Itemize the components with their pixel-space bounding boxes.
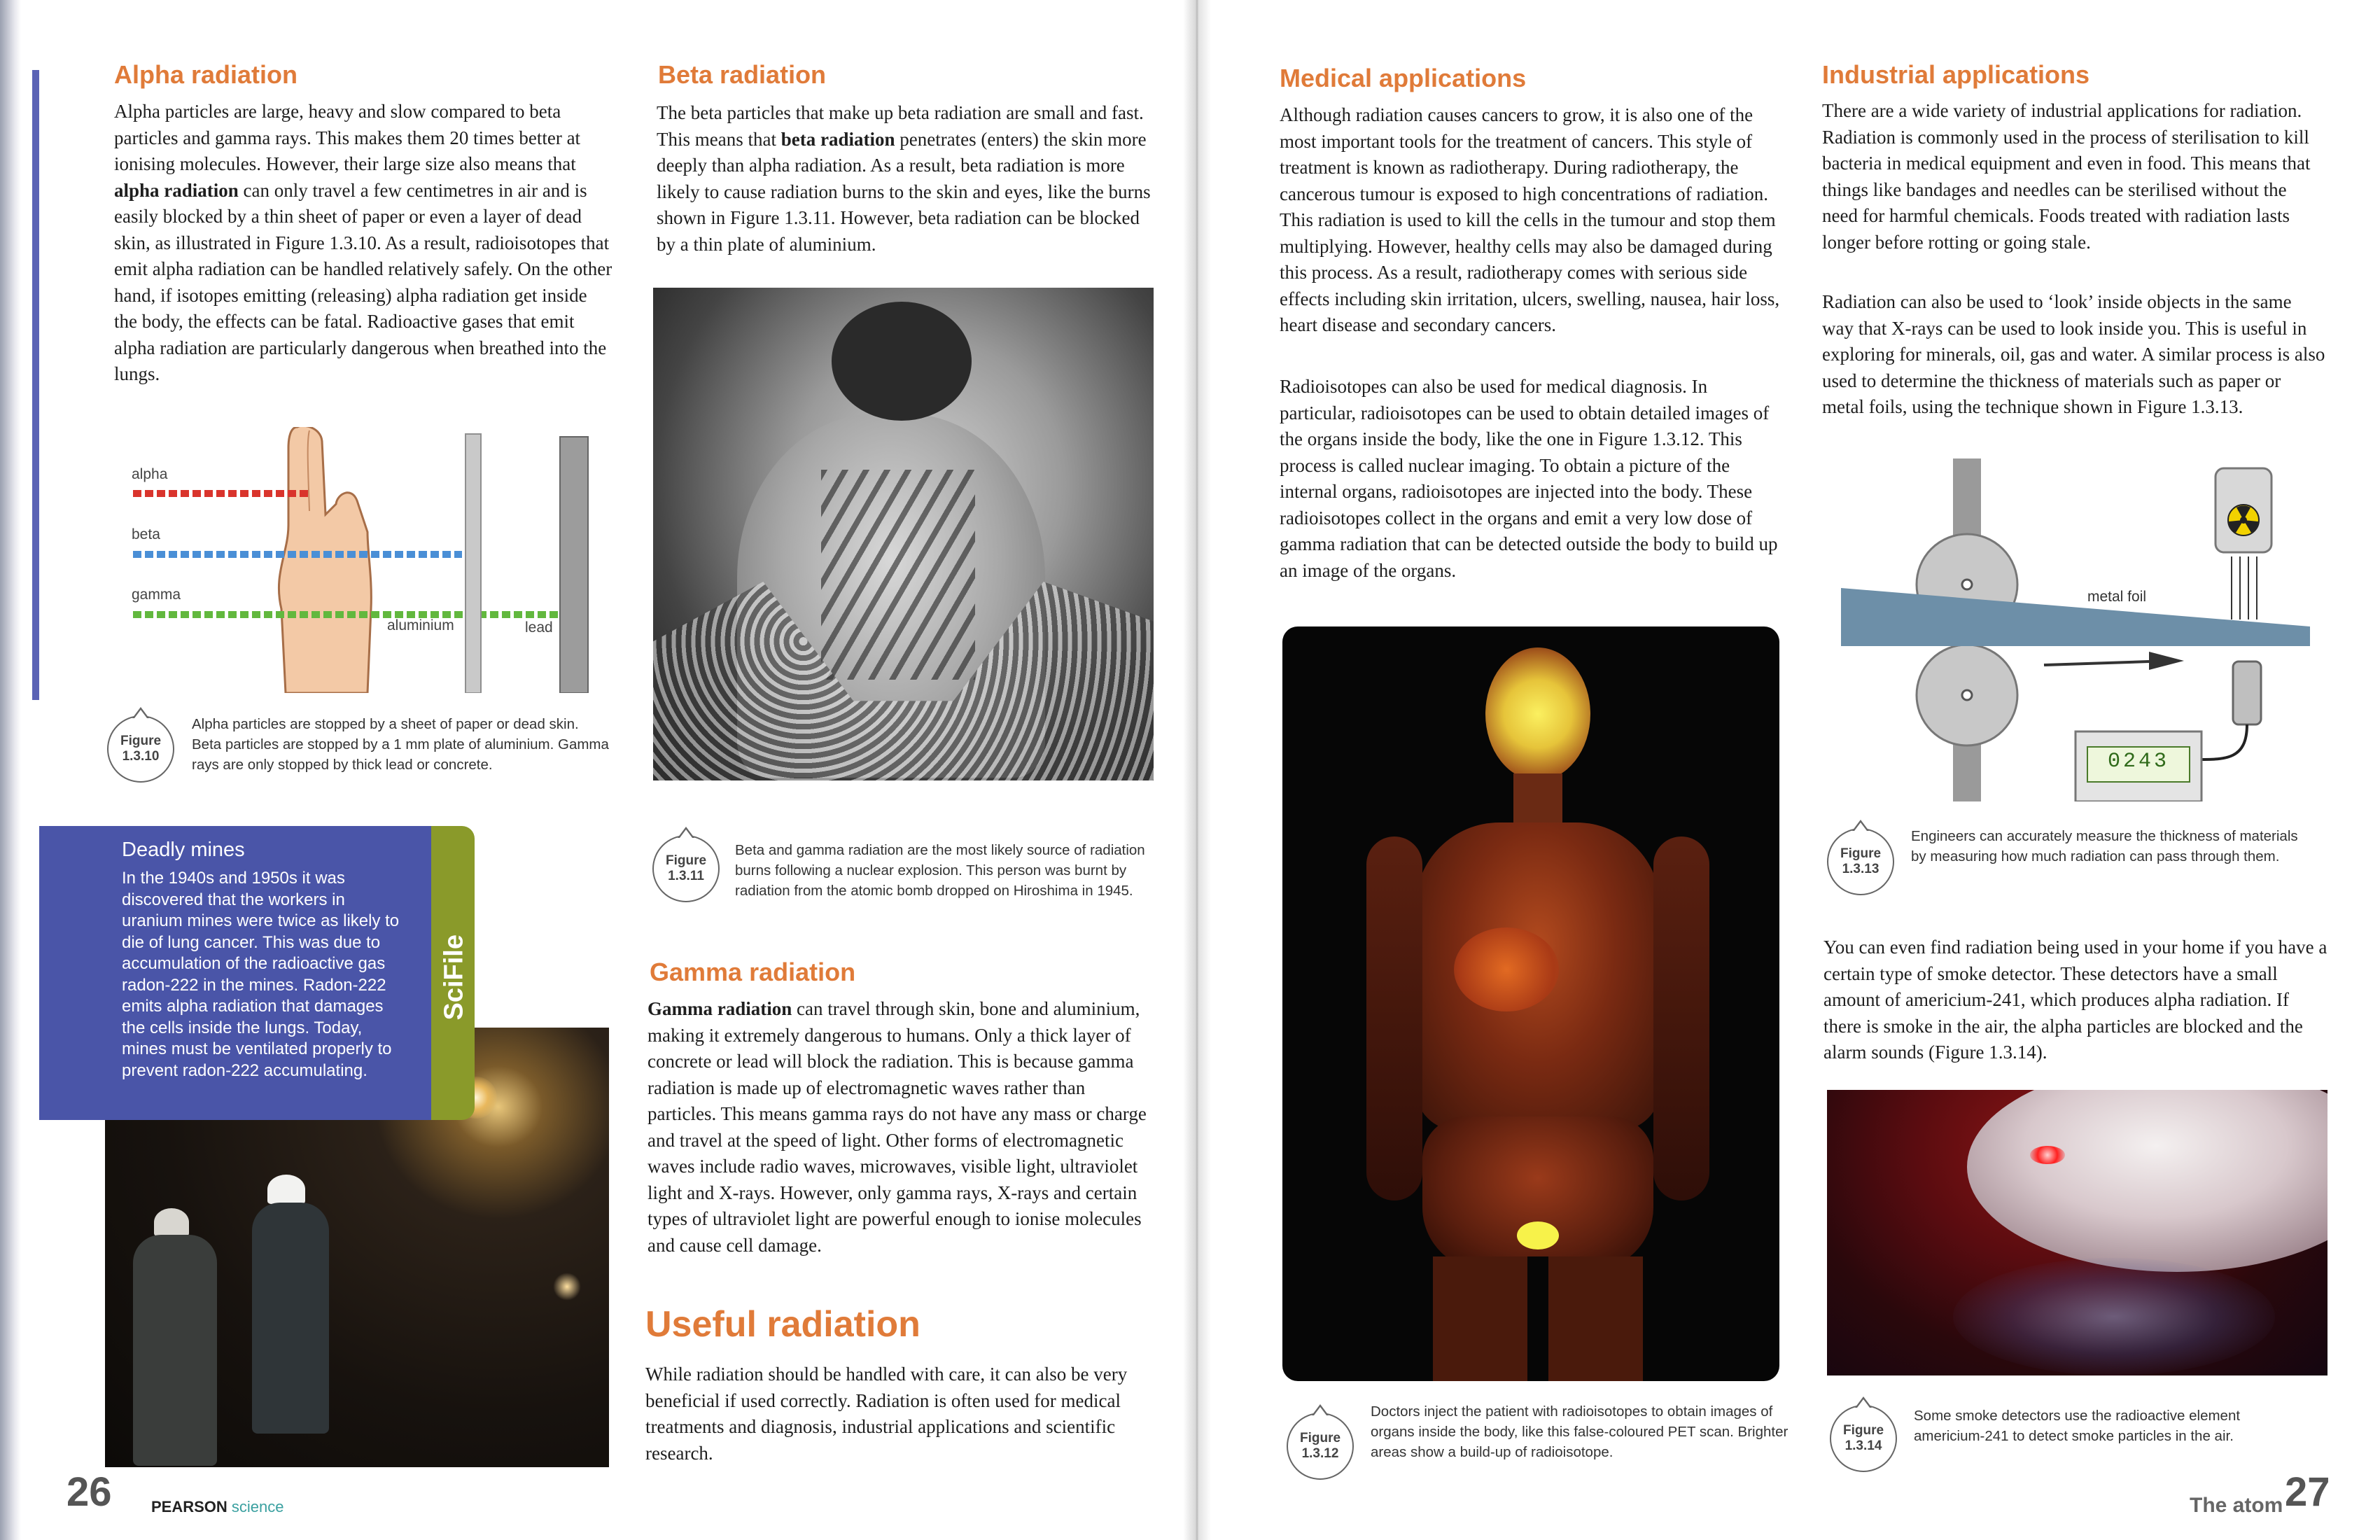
badge-word: Figure <box>1299 1431 1341 1446</box>
label-aluminium: aluminium <box>387 617 454 634</box>
left-edge-strip <box>0 0 21 1540</box>
aluminium-plate <box>465 434 481 693</box>
label-alpha: alpha <box>132 466 168 482</box>
pet-scan-image <box>1282 626 1779 1381</box>
smoke-detector-photo <box>1827 1090 2328 1376</box>
brand-science: science <box>231 1498 284 1516</box>
thickness-gauge-diagram <box>1834 458 2310 802</box>
industrial-paragraph-2: Radiation can also be used to ‘look’ inside objects in the same way that X-rays can be used to look inside you. This is useful in exploring for minerals, oil, gas and water. A similar process is also used to determine the thickness of materials such as paper or metal foils, using the technique shown in Figure 1.3.13. <box>1822 291 2325 417</box>
scifile-tab-label: SciFile <box>439 934 469 1021</box>
pet-head <box>1485 648 1590 780</box>
beta-term: beta radiation <box>780 128 895 150</box>
useful-heading: Useful radiation <box>645 1304 920 1345</box>
radiation-burn-photo <box>653 288 1154 780</box>
alpha-text-1: Alpha particles are large, heavy and slow compared to beta particles and gamma rays. This makes them 20 times better at ionising molecules. However, their large size also means that <box>114 101 581 174</box>
badge-word: Figure <box>120 734 162 748</box>
smoke-wisps <box>1953 1258 2275 1376</box>
useful-paragraph: While radiation should be handled with care, it can also be very beneficial if used correctly. Radiation is often used for medical treatments and diagnosis, industrial applications and scientific research. <box>645 1364 1128 1464</box>
label-lead: lead <box>525 620 553 636</box>
label-beta: beta <box>132 526 160 542</box>
red-indicator-light <box>2030 1146 2065 1164</box>
badge-number: 1.3.12 <box>1301 1446 1339 1461</box>
label-metal-foil: metal foil <box>2087 589 2147 605</box>
page-spine <box>1183 0 1211 1540</box>
medical-paragraph-1: Although radiation causes cancers to grow, it is also one of the most important tools for the treatment of cancers. This style of treatment is known as radiotherapy. During radiotherapy, the cancerous tumour is exposed to high concentrations of radiation. This radiation is used to kill the cells in the tumour and stop them multiplying. However, healthy cells may also be damaged during this process. As a result, radiotherapy comes with serious side effects including skin irritation, ulcers, swelling, nausea, hair loss, heart disease and secondary cancers. <box>1280 104 1780 335</box>
beta-paragraph <box>657 100 1161 258</box>
smoke-paragraph: You can even find radiation being used in your home if you have a certain type of smoke detector. These detectors have a small amount of americium-241, which produces alpha radiation. If there is smoke in the air, the alpha particles are blocked and the alarm sounds (Figure 1.3.14). <box>1823 937 2328 1063</box>
burn-marks <box>821 470 975 680</box>
hand-illustration <box>279 427 371 693</box>
figure-badge-1-3-14 <box>1830 1405 1897 1472</box>
miner-body-2 <box>133 1235 217 1466</box>
badge-number: 1.3.10 <box>122 749 160 764</box>
pet-liver <box>1454 927 1559 1011</box>
badge-word: Figure <box>665 853 707 868</box>
figure-badge-1-3-10 <box>107 715 174 783</box>
scifile-title: Deadly mines <box>122 839 245 861</box>
gamma-text: can travel through skin, bone and aluminium, making it extremely dangerous to humans. Only a thick layer of concrete or lead will block the radiation. This is because gamma radiation is made up of electromagnetic waves rather than particles. This means gamma rays do not have any mass or charge and travel at the speed of light. Other forms of electromagnetic waves include radio waves, microwaves, visible light, ultraviolet light and X-rays. However, only gamma rays, X-rays and certain types of ultraviolet light are powerful enough to ionise molecules and cause cell damage. <box>648 998 1147 1256</box>
scifile-text: In the 1940s and 1950s it was discovered that the workers in uranium mines were twice as likely to die of lung cancer. This was due to accumulation of the radioactive gas radon-222 in the mines. Radon-222 emits alpha radiation that damages the cells inside the lungs. Today, mines must be ventilated properly to prevent radon-222 accumulating. <box>122 869 400 1080</box>
smoke-detector-device <box>1967 1090 2328 1272</box>
penetration-diagram <box>126 427 616 693</box>
alpha-paragraph <box>114 99 615 388</box>
lamp-glow-2 <box>553 1273 581 1301</box>
figure-1-3-14-caption: Some smoke detectors use the radioactive element americium-241 to detect smoke particles in the air. <box>1914 1408 2241 1444</box>
label-gamma: gamma <box>132 587 181 603</box>
figure-1-3-13-diagram <box>1834 458 2310 802</box>
figure-1-3-10-caption: Alpha particles are stopped by a sheet of paper or dead skin. Beta particles are stopped by a 1 mm plate of aluminium. Gamma rays are only stopped by thick lead or concrete. <box>192 716 609 773</box>
chapter-name: The atom <box>2190 1494 2283 1517</box>
gamma-term: Gamma radiation <box>648 998 792 1019</box>
pet-legs <box>1433 1256 1643 1381</box>
alpha-term: alpha radiation <box>114 179 239 201</box>
alpha-text-2: can only travel a few centimetres in air and is easily blocked by a thin sheet of paper or even a layer of dead skin, as illustrated in Figure 1.3.10. As a result, radioisotopes that emit alpha radiation can be handled relatively safely. On the other hand, if isotopes emitting (releasing) alpha radiation get inside the body, the effects can be fatal. Radioactive gases that emit alpha radiation are particularly dangerous when breathed into the lungs. <box>114 179 612 384</box>
alpha-heading: Alpha radiation <box>114 60 298 89</box>
badge-word: Figure <box>1842 1423 1884 1438</box>
miner-helmet-2 <box>154 1208 189 1236</box>
lead-block <box>560 437 588 693</box>
badge-word: Figure <box>1840 846 1882 861</box>
brand-pearson: PEARSON <box>151 1498 227 1516</box>
pet-bladder <box>1517 1222 1559 1250</box>
miner-helmet-1 <box>267 1175 305 1204</box>
figure-1-3-10-diagram <box>126 427 616 693</box>
motion-arrow <box>2149 652 2184 670</box>
figure-badge-1-3-12 <box>1287 1413 1354 1480</box>
figure-1-3-12-caption: Doctors inject the patient with radioisotopes to obtain images of organs inside the body, like this false-coloured PET scan. Brighter areas show a build-up of radioisotope. <box>1371 1404 1788 1460</box>
medical-heading: Medical applications <box>1280 64 1527 92</box>
beta-heading: Beta radiation <box>658 60 827 89</box>
pet-arm-right <box>1653 836 1709 1200</box>
gamma-paragraph <box>648 996 1158 1259</box>
badge-number: 1.3.11 <box>668 869 704 883</box>
miner-body-1 <box>252 1203 329 1434</box>
person-head <box>832 302 972 421</box>
publisher-brand <box>151 1498 284 1516</box>
figure-badge-1-3-13 <box>1827 828 1894 895</box>
left-edge-accent <box>32 70 39 700</box>
medical-paragraph-2: Radioisotopes can also be used for medical diagnosis. In particular, radioisotopes can be used to obtain detailed images of the organs inside the body, like the one in Figure 1.3.12. This process is called nuclear imaging. To obtain a picture of the internal organs, radioisotopes are injected into the body. These radioisotopes collect in the organs and emit a very low dose of gamma radiation that can be detected outside the body to build up an image of the organs. <box>1280 376 1778 581</box>
counter-reading: 0243 <box>2107 750 2169 774</box>
figure-badge-1-3-11 <box>652 835 720 902</box>
radiation-detector <box>2233 662 2261 724</box>
pet-arm-left <box>1366 836 1422 1200</box>
detector-cable <box>2198 724 2247 760</box>
figure-1-3-11-caption: Beta and gamma radiation are the most likely source of radiation burns following a nuclear explosion. This person was burnt by radiation from the atomic bomb dropped on Hiroshima in 1945. <box>735 842 1145 899</box>
page-number-left: 26 <box>66 1469 112 1515</box>
figure-1-3-13-caption: Engineers can accurately measure the thickness of materials by measuring how much radiation can pass through them. <box>1911 828 2298 864</box>
page-number-right: 27 <box>2285 1469 2330 1515</box>
industrial-paragraph-1: There are a wide variety of industrial applications for radiation. Radiation is commonly used in the process of sterilisation to kill bacteria in medical equipment and even in food. This means that things like bandages and needles can be sterilised without the need for harmful chemicals. Foods treated with radiation lasts longer before rotting or going stale. <box>1822 100 2311 253</box>
beta-text-2: penetrates (enters) the skin more deeply than alpha radiation. As a result, beta radiation is more likely to cause radiation burns to the skin and eyes, like the burns shown in Figure 1.3.11. However, beta radiation can be blocked by a thin plate of aluminium. <box>657 128 1151 255</box>
gamma-heading: Gamma radiation <box>650 958 856 986</box>
industrial-heading: Industrial applications <box>1822 60 2090 89</box>
badge-number: 1.3.14 <box>1844 1438 1882 1453</box>
badge-number: 1.3.13 <box>1842 862 1879 876</box>
beta-text-1: The beta particles that make up beta radiation are small and fast. This means that <box>657 102 1144 150</box>
